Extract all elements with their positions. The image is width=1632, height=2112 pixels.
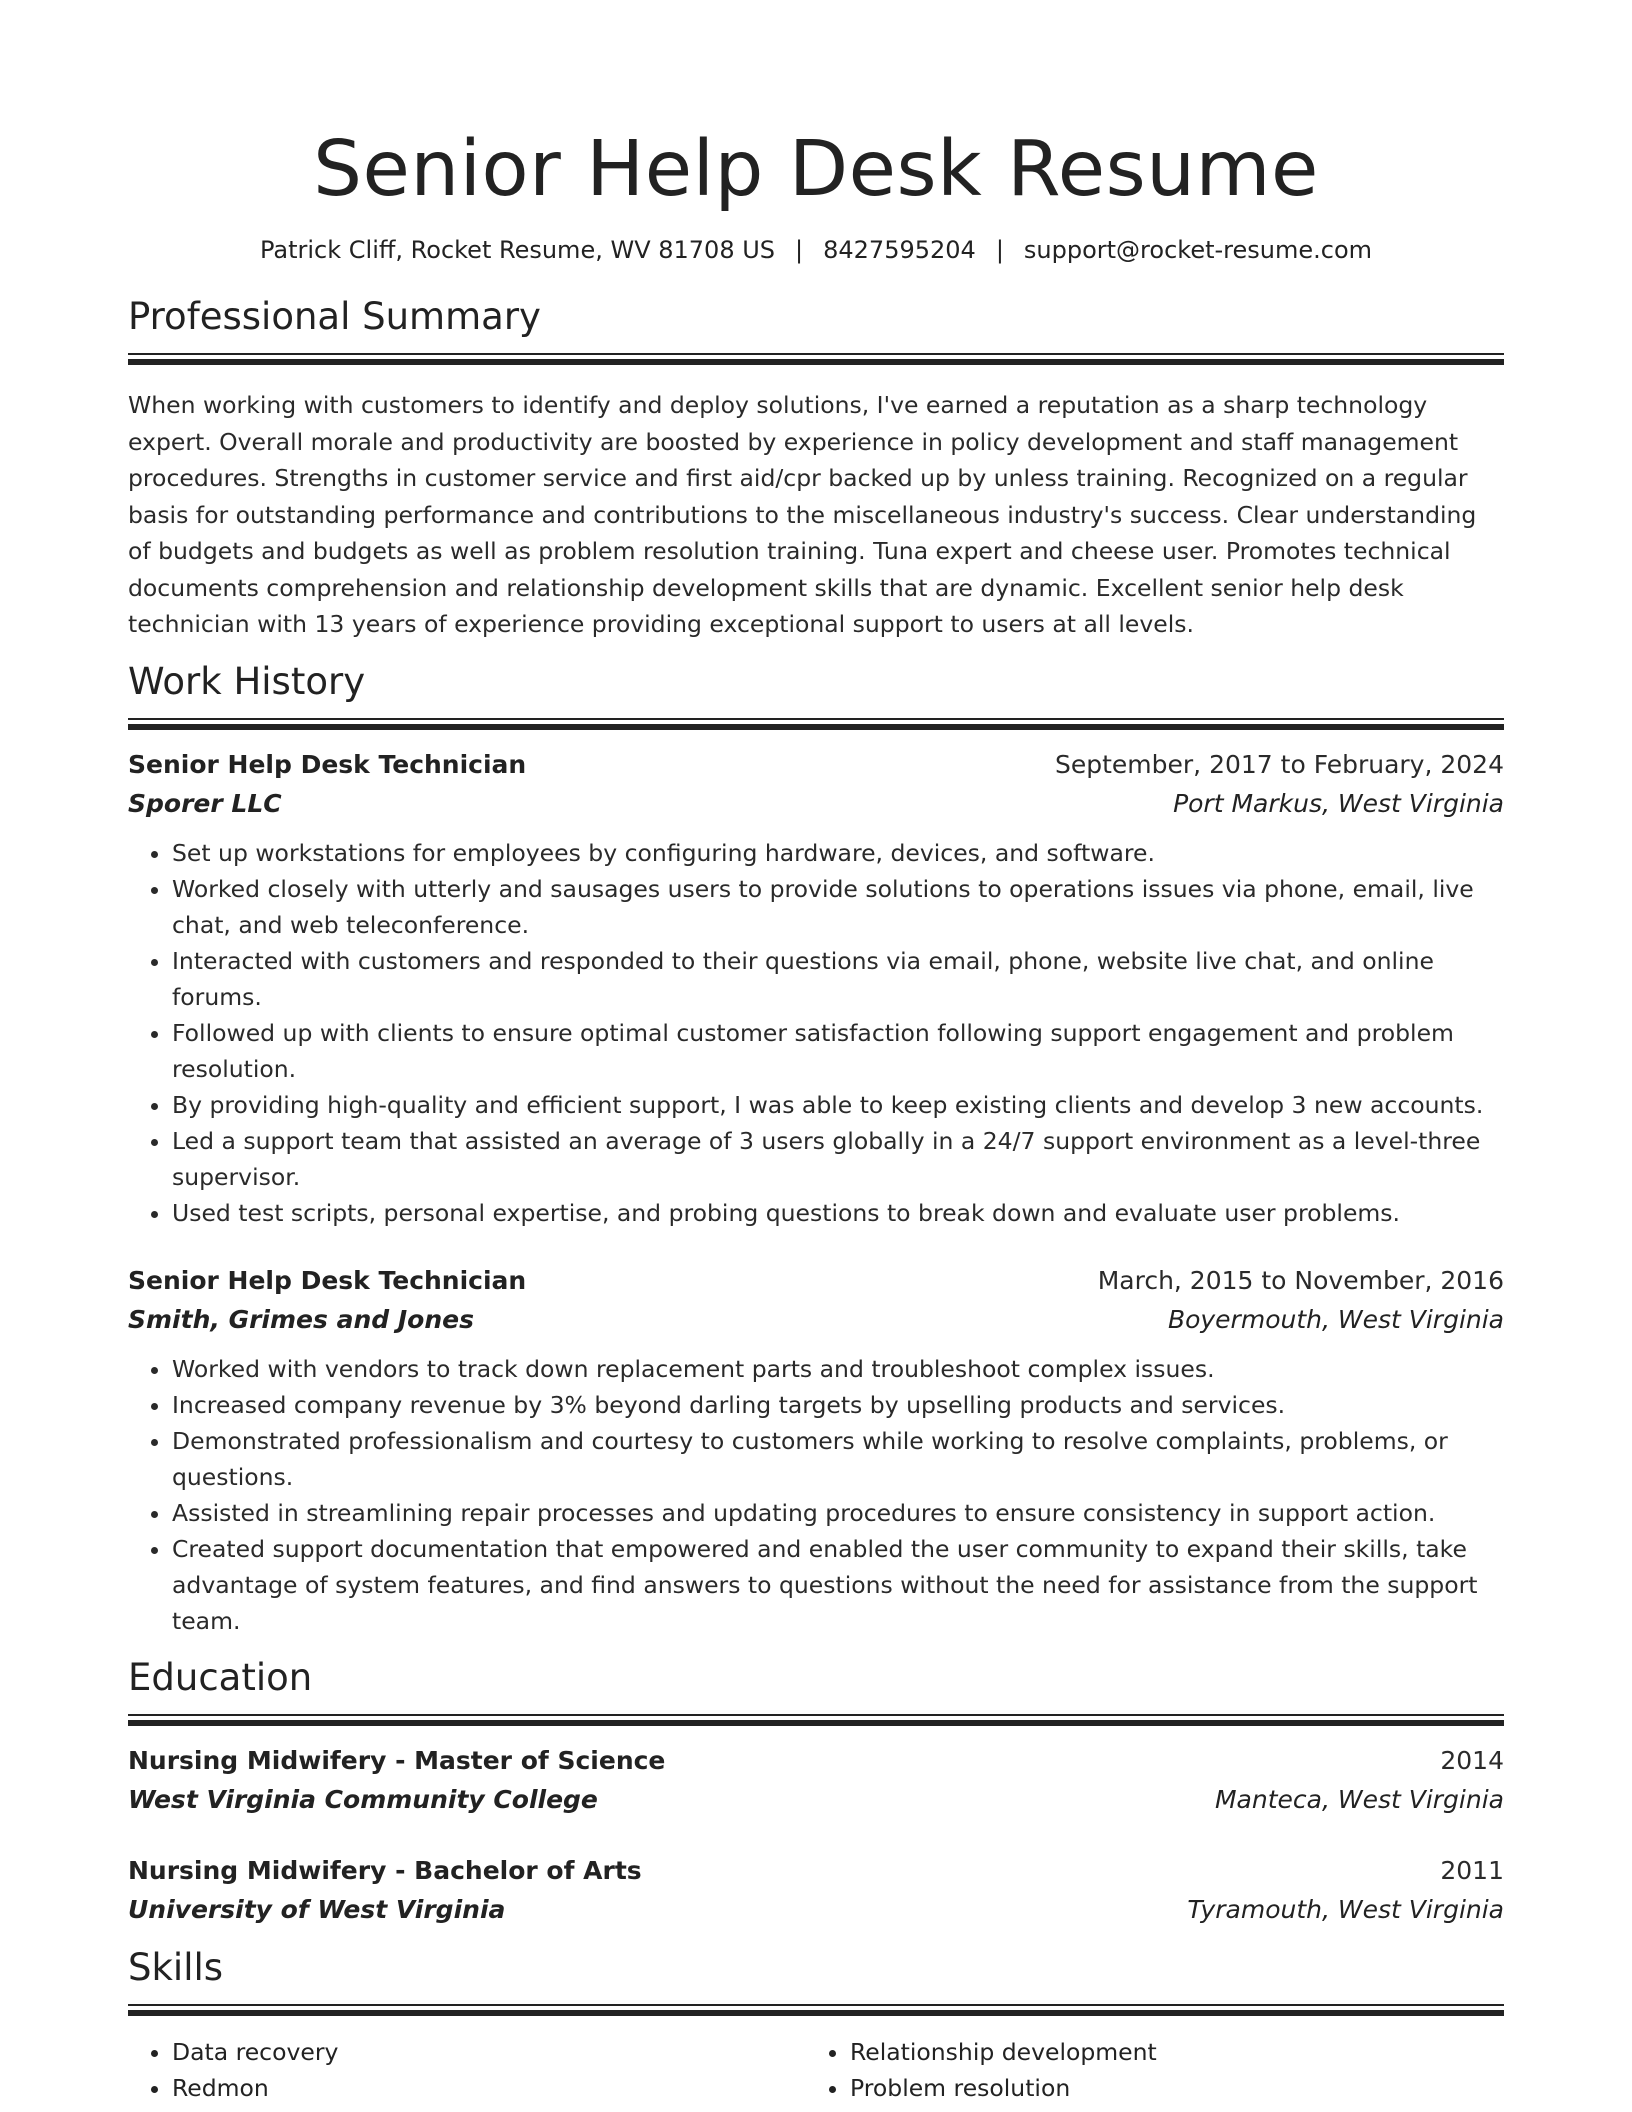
list-item: • Problem resolution bbox=[850, 2070, 1484, 2106]
section-title-summary: Professional Summary bbox=[128, 295, 541, 338]
list-item: • Demonstrated professionalism and courtesy to customers while working to resolve complaints, problems, or questions. bbox=[172, 1423, 1504, 1495]
list-item: • Created support documentation that empowered and enabled the user community to expand their skills, take advantage of system features, and find answers to questions without the need for assistance from the support team. bbox=[172, 1531, 1504, 1639]
list-item: • Worked closely with utterly and sausages users to provide solutions to operations issues via phone, email, live chat, and web teleconference. bbox=[172, 871, 1504, 943]
section-divider bbox=[128, 353, 1504, 367]
job-location: Boyermouth, West Virginia bbox=[1167, 1304, 1504, 1334]
skills-column-left bbox=[128, 2034, 806, 2106]
degree-name: Nursing Midwifery - Master of Science bbox=[128, 1745, 666, 1775]
contact-email[interactable]: support@rocket-resume.com bbox=[1023, 236, 1372, 264]
job-dates: September, 2017 to February, 2024 bbox=[1055, 749, 1504, 779]
summary-section bbox=[128, 293, 1504, 643]
contact-line bbox=[128, 234, 1504, 266]
skills-column-right bbox=[806, 2034, 1484, 2106]
list-item: • By providing high-quality and efficient support, I was able to keep existing clients and develop 3 new accounts. bbox=[172, 1087, 1504, 1123]
contact-separator: | bbox=[795, 236, 804, 264]
education-section bbox=[128, 1654, 1504, 1929]
job-title: Senior Help Desk Technician bbox=[128, 1265, 527, 1295]
list-item: • Used test scripts, personal expertise, and probing questions to break down and evaluate user problems. bbox=[172, 1195, 1504, 1231]
contact-address: Patrick Cliff, Rocket Resume, WV 81708 US bbox=[260, 236, 776, 264]
job-bullets bbox=[128, 835, 1504, 1231]
school-location: Tyramouth, West Virginia bbox=[1187, 1894, 1504, 1924]
list-item: • Data recovery bbox=[172, 2034, 806, 2070]
company-name: Smith, Grimes and Jones bbox=[128, 1304, 474, 1334]
list-item: • Worked with vendors to track down replacement parts and troubleshoot complex issues. bbox=[172, 1351, 1504, 1387]
degree-name: Nursing Midwifery - Bachelor of Arts bbox=[128, 1855, 642, 1885]
education-entry bbox=[128, 1851, 1504, 1929]
work-entry bbox=[128, 745, 1504, 1231]
graduation-year: 2011 bbox=[1440, 1855, 1504, 1885]
skills-list bbox=[128, 2034, 1504, 2106]
graduation-year: 2014 bbox=[1440, 1745, 1504, 1775]
list-item: • Followed up with clients to ensure optimal customer satisfaction following support engagement and problem resolution. bbox=[172, 1015, 1504, 1087]
summary-text: When working with customers to identify and deploy solutions, I've earned a reputation as a sharp technology expert. Overall morale and productivity are boosted by experience in policy development and staff management procedures. Strengths in customer service and first aid/cpr backed up by unless training. Recognized on a regular basis for outstanding performance and contributions to the miscellaneous industry's success. Clear understanding of budgets and budgets as well as problem resolution training. Tuna expert and cheese user. Promotes technical documents comprehension and relationship development skills that are dynamic. Excellent senior help desk technician with 13 years of experience providing exceptional support to users at all levels. bbox=[128, 391, 1477, 638]
job-dates: March, 2015 to November, 2016 bbox=[1097, 1265, 1504, 1295]
list-item: • Assisted in streamlining repair processes and updating procedures to ensure consistency in support action. bbox=[172, 1495, 1504, 1531]
resume-title: Senior Help Desk Resume bbox=[313, 125, 1319, 214]
company-name: Sporer LLC bbox=[128, 788, 282, 818]
job-location: Port Markus, West Virginia bbox=[1173, 788, 1504, 818]
school-location: Manteca, West Virginia bbox=[1214, 1784, 1504, 1814]
section-title-skills: Skills bbox=[128, 1945, 224, 1989]
section-divider bbox=[128, 1714, 1504, 1728]
list-item: • Redmon bbox=[172, 2070, 806, 2106]
job-title: Senior Help Desk Technician bbox=[128, 749, 527, 779]
work-entry bbox=[128, 1261, 1504, 1639]
list-item: • Set up workstations for employees by configuring hardware, devices, and software. bbox=[172, 835, 1504, 871]
contact-separator: | bbox=[995, 236, 1004, 264]
contact-phone: 8427595204 bbox=[823, 236, 976, 264]
school-name: University of West Virginia bbox=[128, 1894, 506, 1924]
resume-page bbox=[128, 0, 1504, 2106]
section-title-work-history: Work History bbox=[128, 659, 366, 703]
skills-section bbox=[128, 1944, 1504, 2106]
education-entry bbox=[128, 1741, 1504, 1819]
school-name: West Virginia Community College bbox=[128, 1784, 598, 1814]
job-bullets bbox=[128, 1351, 1504, 1639]
list-item: • Led a support team that assisted an average of 3 users globally in a 24/7 support environment as a level-three supervisor. bbox=[172, 1123, 1504, 1195]
section-divider bbox=[128, 2004, 1504, 2018]
section-title-education: Education bbox=[128, 1655, 313, 1699]
list-item: • Increased company revenue by 3% beyond darling targets by upselling products and services. bbox=[172, 1387, 1504, 1423]
list-item: • Relationship development bbox=[850, 2034, 1484, 2070]
list-item: • Interacted with customers and responded to their questions via email, phone, website live chat, and online forums. bbox=[172, 943, 1504, 1015]
section-divider bbox=[128, 718, 1504, 732]
work-history-section bbox=[128, 658, 1504, 1639]
